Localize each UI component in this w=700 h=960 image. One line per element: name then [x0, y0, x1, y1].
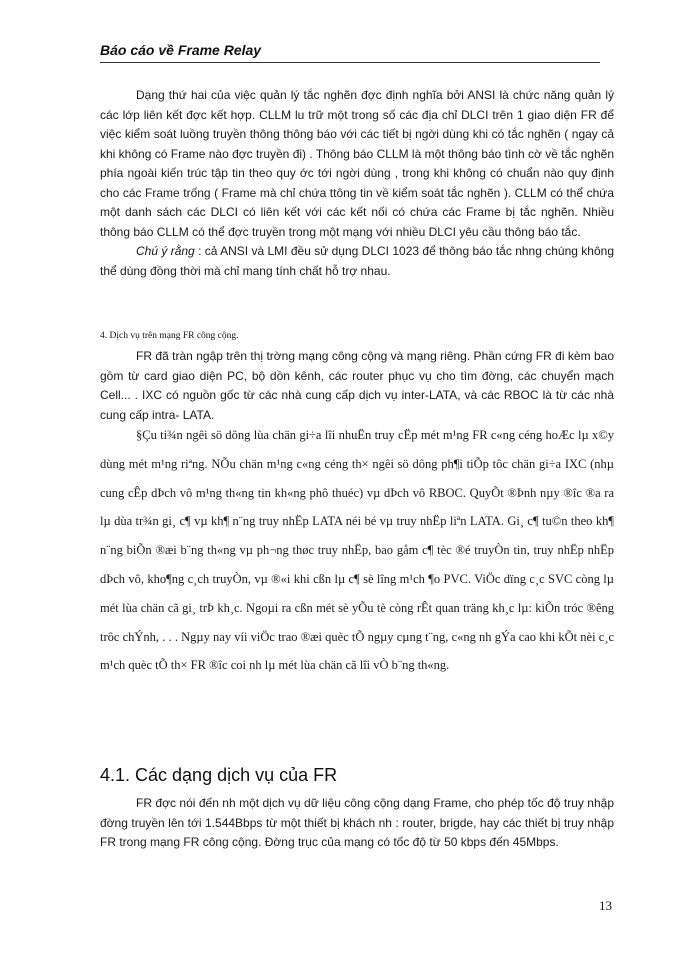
paragraph-block-services: [100, 794, 614, 853]
note-label: Chú ý rằng: [136, 244, 195, 258]
paragraph-note: [100, 242, 614, 281]
paragraph-block-cllm: [100, 86, 614, 281]
note-text: : cả ANSI và LMI đều sử dụng DLCI 1023 để thông báo tắc nhng chúng không thể dùng đồng thời mà chỉ mang tính chất hỗ trợ nhau.: [100, 244, 614, 278]
running-header: Báo cáo về Frame Relay: [100, 42, 262, 58]
paragraph-public-network: FR đã tràn ngập trên thị trờng mạng công cộng và mạng riêng. Phần cứng FR đi kèm bao gồm từ card giao diện PC, bộ dồn kênh, các router phục vụ cho tìm đờng, các chuyển mạch Cell... . IXC có nguồn gốc từ các nhà cung cấp dịch vụ inter-LATA, và các RBOC là từ các nhà cung cấp intra- LATA.: [100, 349, 614, 422]
paragraph-cllm: Dạng thứ hai của việc quản lý tắc nghẽn đợc định nghĩa bởi ANSI là chức năng quản lý các lớp liên kết đợc kết hợp. CLLM lu trữ một trong số các địa chỉ DLCI trên 1 giao diện FR để việc kiểm soát luồng truyền thông thông báo với các tiết bị ngời dùng khi có tắc nghẽn ( ngay cả khi không có Frame nào đợc truyền đi) . Thông báo CLLM là một thông báo tình cờ về tắc nghẽn phía ngoài kiến trúc tập tin theo quy ớc tới ngời dùng , trong khi không có chuẩn nào quy định cho các Frame trống ( Frame mà chỉ chứa ttông tin về kiểm soát tắc nghẽn ). CLLM có thể chứa một danh sách các DLCI có liên kết với các kết nối có chứa các Frame bị tắc nghẽn. Nhiều thông báo CLLM có thể đợc truyền trong một mạng với nhiều DLCI yêu cầu thông báo tắc.: [100, 88, 614, 239]
section-heading: 4.1. Các dạng dịch vụ của FR: [100, 765, 338, 785]
header-rule: [100, 62, 600, 63]
paragraph-block-encoded: [100, 421, 614, 680]
subsection-title: 4. Dịch vụ trên mạng FR công cộng.: [100, 331, 239, 341]
paragraph-block-public: [100, 347, 614, 425]
page-number: 13: [599, 898, 612, 913]
paragraph-services: FR đợc nói đến nh một dịch vụ dữ liệu công cộng dạng Frame, cho phép tốc độ truy nhập đờng truyền lên tới 1.544Bbps từ một thiết bị khách nh : router, brigde, hay các thiết bị truy nhập FR trong mạng FR công cộng. Đờng trục của mạng có tốc độ từ 50 kbps đến 45Mbps.: [100, 796, 614, 849]
paragraph-encoded-text: §Çu ti¾n ngêi sö dông lùa chän gi÷a lîi nhuËn truy cËp mét m¹ng FR c«ng céng hoÆc lµ x©y dùng mét m¹ng riªng. NÕu chän m¹ng c«ng céng th× ngêi sö dông ph¶i tiÕp tôc chän gi÷a IXC (nhµ cung cÊp dÞch vô m¹ng th«ng tin kh«ng phô thuéc) vµ dÞch vô RBOC. QuyÕt ®Þnh nµy ®îc ®a ra lµ dùa tr¾n gi¸ c¶ vµ kh¶ n¨ng truy nhËp LATA néi bé vµ truy nhËp liªn LATA. Gi¸ c¶ tu©n theo kh¶ n¨ng biÕn ®æi b¨ng th«ng vµ ph¬ng thøc truy nhËp, bao gåm c¶ tèc ®é truyÒn tin, truy nhËp nhËp dÞch vô, kho¶ng c¸ch truyÒn, vµ ®«i khi cßn lµ c¶ sè lîng m¹ch ¶o PVC. ViÖc dïng c¸c SVC còng lµ mét lùa chän cã gi¸ trÞ kh¸c. Ngoµi ra cßn mét sè yÕu tè còng rÊt quan träng kh¸c lµ: kiÕn tróc ®êng trôc chÝnh, . . . Ngµy nay víi viÖc trao ®æi quèc tÕ ngµy cµng t¨ng, c«ng nh gÝa cao khi kÕt nèi c¸c m¹ch quèc tÕ th× FR ®îc coi nh lµ mét lùa chän cã lîi vÒ b¨ng th«ng.: [100, 428, 614, 673]
